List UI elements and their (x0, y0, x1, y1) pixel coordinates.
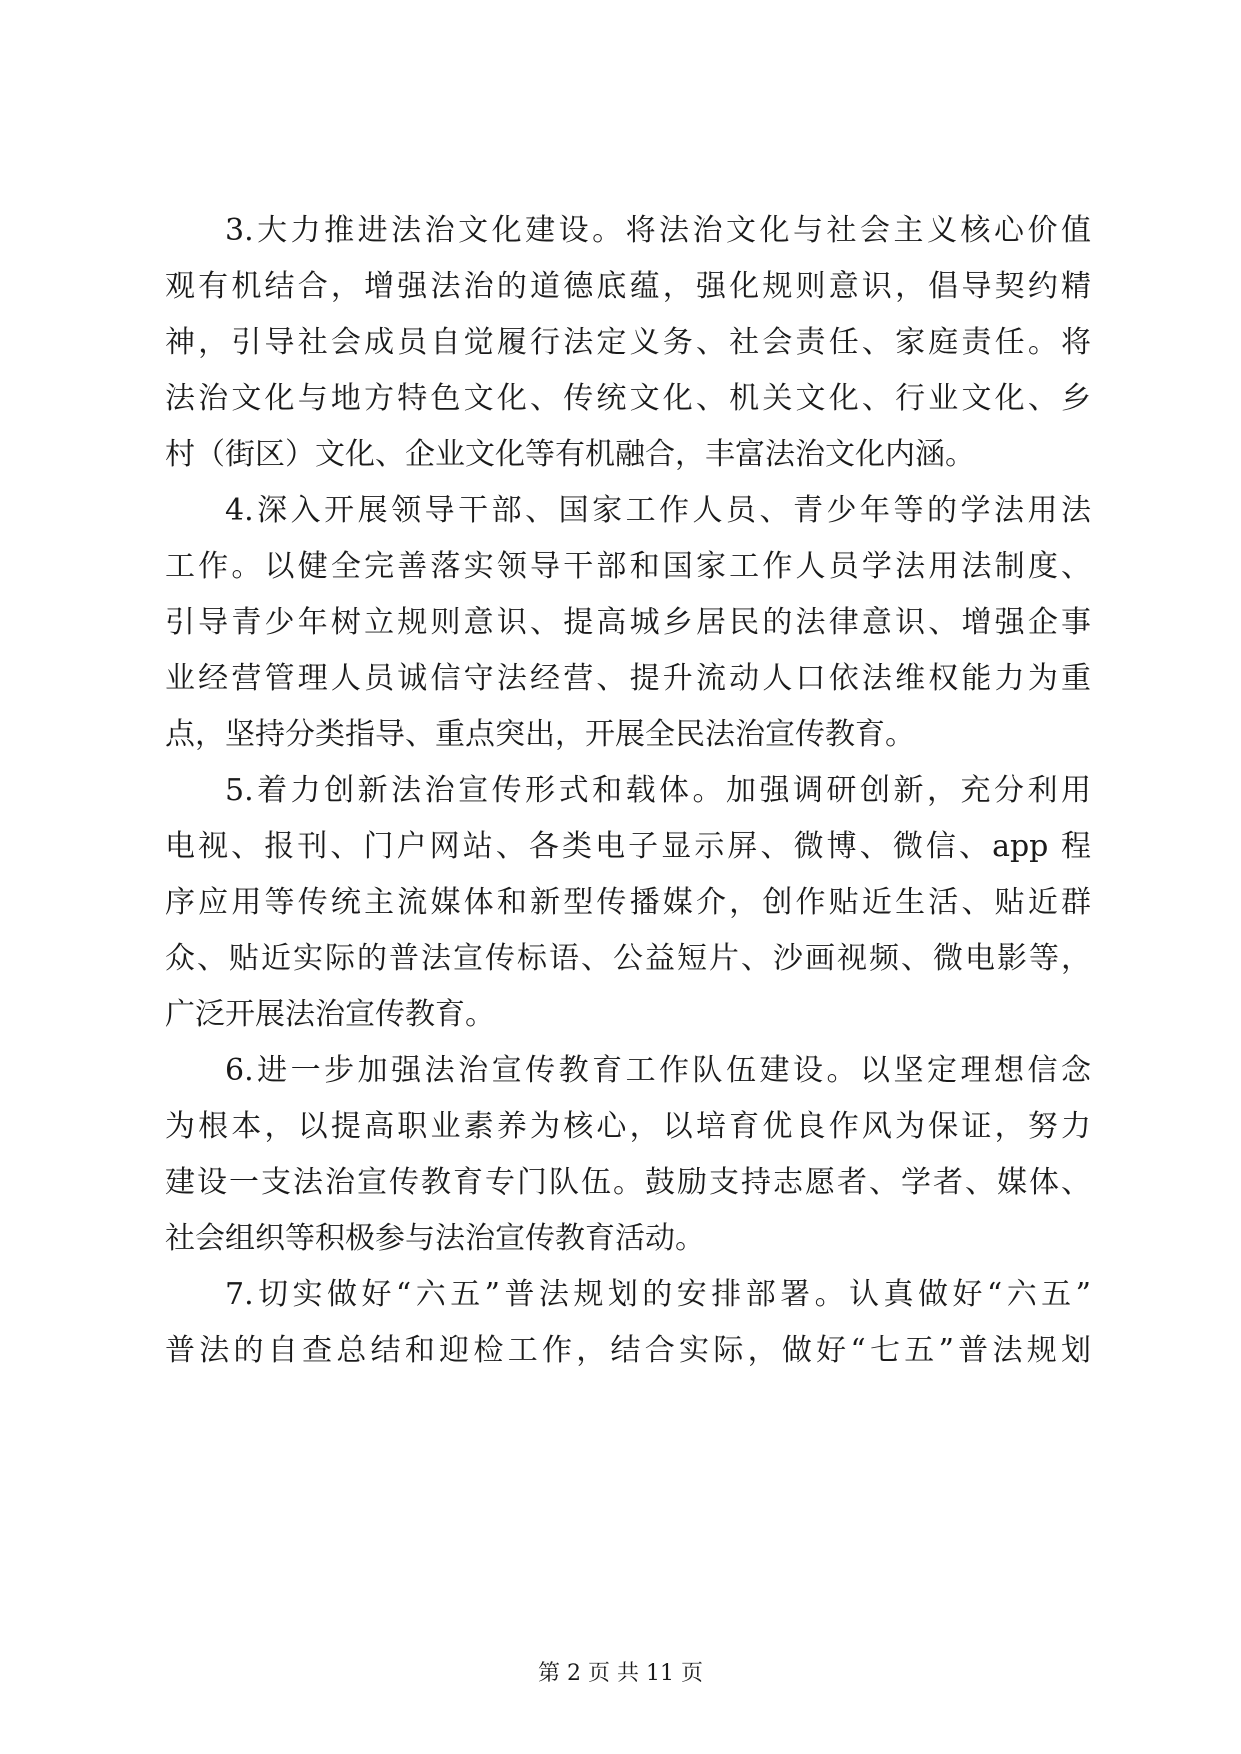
text-line: 神，引导社会成员自觉履行法定义务、社会责任、家庭责任。将 (165, 325, 1091, 360)
text-line: 建设一支法治宣传教育专门队伍。鼓励支持志愿者、学者、媒体、 (165, 1165, 1091, 1200)
text-line: 4.深入开展领导干部、国家工作人员、青少年等的学法用法 (225, 493, 1091, 528)
text-line: 观有机结合，增强法治的道德底蕴，强化规则意识，倡导契约精 (165, 269, 1091, 304)
text-line: 为根本，以提高职业素养为核心，以培育优良作风为保证，努力 (165, 1109, 1091, 1144)
text-line: 法治文化与地方特色文化、传统文化、机关文化、行业文化、乡 (165, 381, 1091, 416)
text-line: 引导青少年树立规则意识、提高城乡居民的法律意识、增强企事 (165, 605, 1091, 640)
text-line: 3.大力推进法治文化建设。将法治文化与社会主义核心价值 (225, 213, 1091, 248)
text-line: 序应用等传统主流媒体和新型传播媒介，创作贴近生活、贴近群 (165, 885, 1091, 920)
text-line: 业经营管理人员诚信守法经营、提升流动人口依法维权能力为重 (165, 661, 1091, 696)
text-line: 点，坚持分类指导、重点突出，开展全民法治宣传教育。 (165, 717, 915, 752)
text-line: 村（街区）文化、企业文化等有机融合，丰富法治文化内涵。 (165, 437, 975, 472)
text-line: 众、贴近实际的普法宣传标语、公益短片、沙画视频、微电影等， (165, 941, 1091, 976)
text-line: 电视、报刊、门户网站、各类电子显示屏、微博、微信、app 程 (165, 829, 1091, 864)
text-line: 广泛开展法治宣传教育。 (165, 997, 495, 1032)
text-line: 6.进一步加强法治宣传教育工作队伍建设。以坚定理想信念 (225, 1053, 1091, 1088)
text-line: 社会组织等积极参与法治宣传教育活动。 (165, 1221, 705, 1256)
text-line: 5.着力创新法治宣传形式和载体。加强调研创新，充分利用 (225, 773, 1091, 808)
text-line: 工作。以健全完善落实领导干部和国家工作人员学法用法制度、 (165, 549, 1091, 584)
text-line: 7.切实做好“六五”普法规划的安排部署。认真做好“六五” (225, 1277, 1091, 1312)
text-line: 普法的自查总结和迎检工作，结合实际，做好“七五”普法规划 (165, 1333, 1091, 1368)
page-number-footer: 第 2 页 共 11 页 (538, 1661, 703, 1686)
